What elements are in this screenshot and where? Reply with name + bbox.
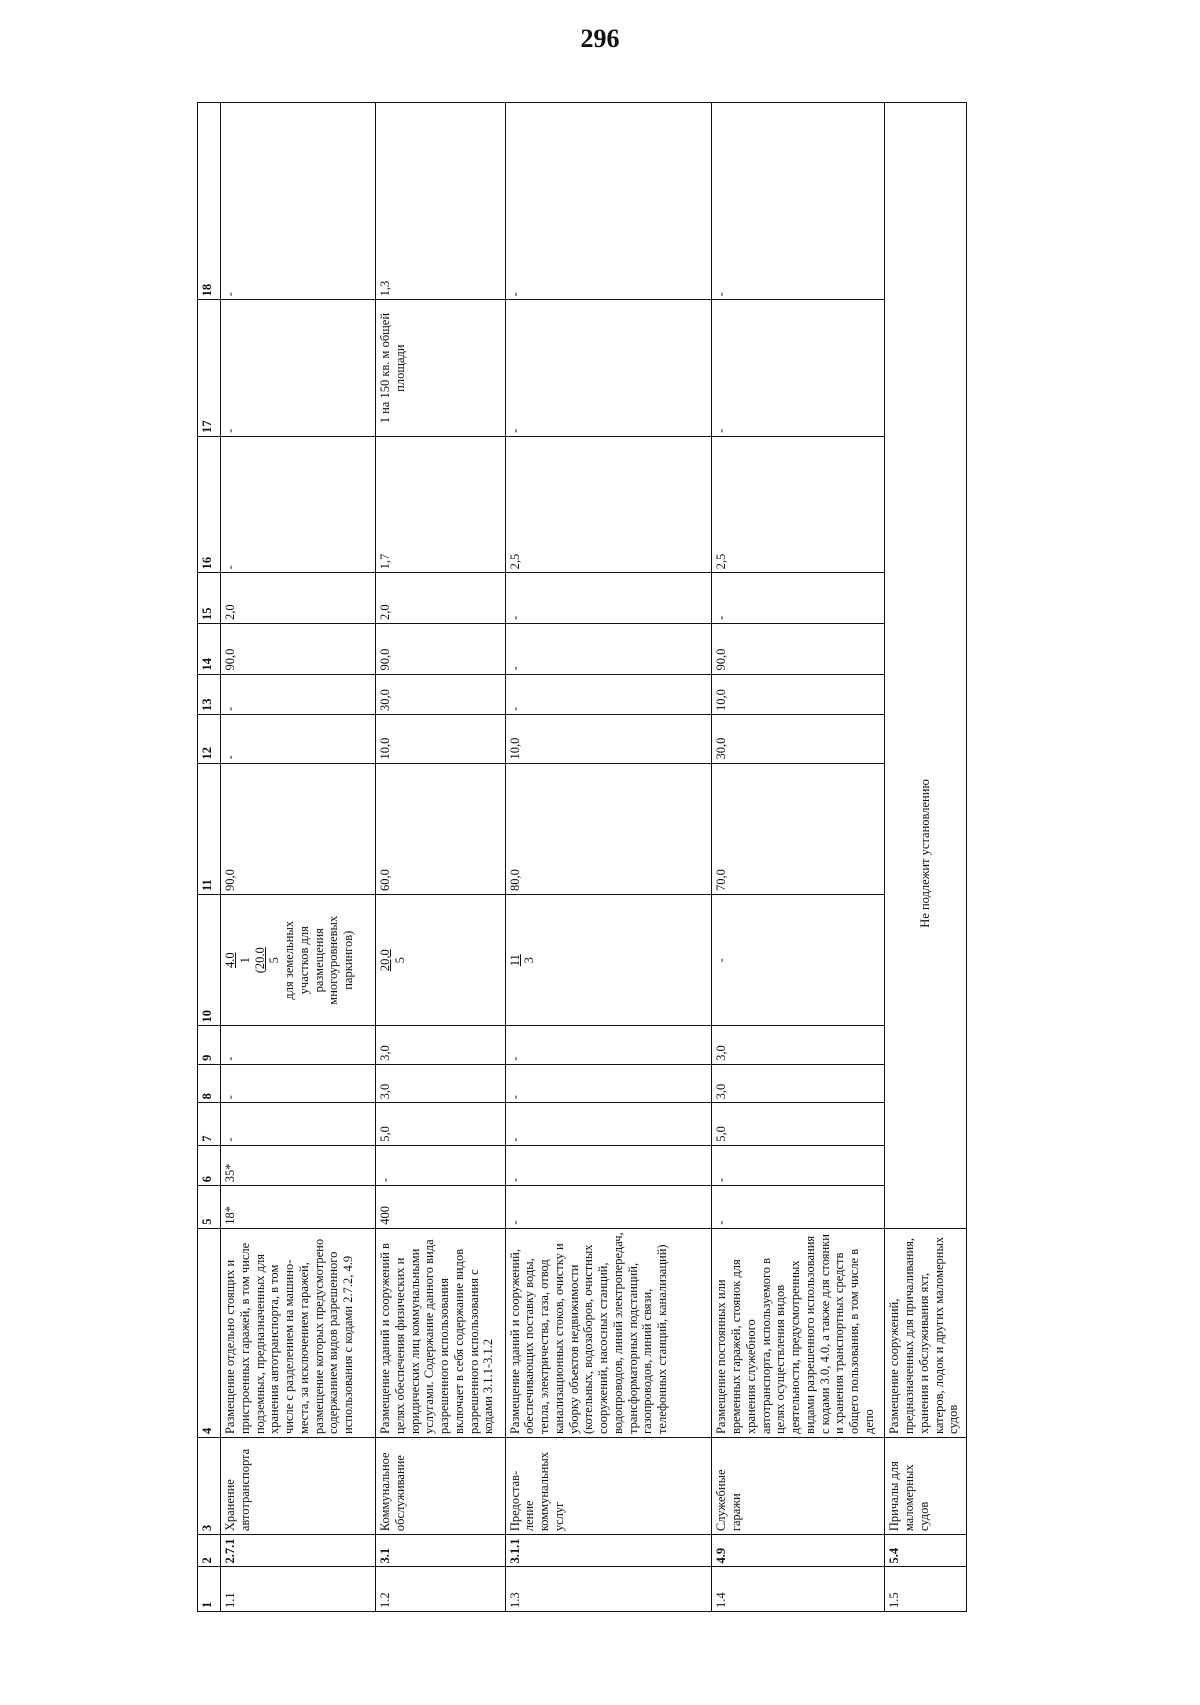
row-number: 1.5	[885, 1567, 967, 1612]
cell-value: 1,7	[376, 436, 505, 573]
cell-value: 90,0	[712, 623, 885, 674]
col-header: 4	[198, 1228, 221, 1437]
use-description: Размещение отдельно стоящих и пристроенных гаражей, в том числе подземных, предназначенных для хранения автотранспорта, в том числе с разделением на машино-места, за исключением гаражей, размещение которых предусмотрено содержанием видов разрешенного использования с кодами 2.7.2, 4.9	[221, 1228, 376, 1437]
col-header: 18	[198, 103, 221, 300]
col-header: 11	[198, 763, 221, 894]
cell-value: 35*	[221, 1145, 376, 1185]
cell-value: 80,0	[505, 763, 712, 894]
cell-value: -	[712, 895, 885, 1026]
cell-value: -	[376, 1145, 505, 1185]
cell-value: 2,0	[221, 573, 376, 624]
col-header: 1	[198, 1567, 221, 1612]
cell-value: 10,0	[505, 714, 712, 763]
col-header: 15	[198, 573, 221, 624]
use-description: Размещение постоянных или временных гаражей, стоянок для хранения служебного автотранспорта, используемого в целях осуществления видов деятельности, предусмотренных видами разрешенного использования с кодами 3.0, 4.0, а также для стоянки и хранения транспортных средств общего пользования, в том числе в депо	[712, 1228, 885, 1437]
row-number: 1.2	[376, 1567, 505, 1612]
cell-value: -	[221, 674, 376, 714]
col-header: 6	[198, 1145, 221, 1185]
use-name: Причалы для маломерных судов	[885, 1438, 967, 1535]
cell-value: -	[221, 103, 376, 300]
col-header: 14	[198, 623, 221, 674]
cell-value: -	[221, 436, 376, 573]
ratio-note: для земельных участков для размещения многоуровневых паркингов)	[282, 915, 355, 1005]
col-header: 10	[198, 895, 221, 1026]
col-header: 16	[198, 436, 221, 573]
table-row	[376, 103, 505, 1612]
cell-value: -	[712, 573, 885, 624]
cell-value: -	[221, 1026, 376, 1064]
cell-value: -	[505, 1026, 712, 1064]
cell-value: -	[712, 103, 885, 300]
ratio-denominator: 5	[267, 957, 282, 964]
use-description: Размещение зданий и сооружений, обеспечивающих поставку воды, тепла, электричества, газа, отвод канализационных стоков, очистку и уборку объектов недвижимости (котельных, водозаборов, очистных сооружений, насосных станций, водопроводов, линий электропередач, трансформаторных подстанций, газопроводов, линий связи, телефонных станций, канализаций)	[505, 1228, 712, 1437]
cell-value: -	[505, 1186, 712, 1228]
not-applicable-note: Не подлежит установлению	[885, 103, 967, 1229]
cell-value: -	[505, 300, 712, 437]
page-number: 296	[580, 24, 620, 53]
cell-value: -	[505, 674, 712, 714]
cell-value: -	[221, 1103, 376, 1145]
cell-value: 2,5	[712, 436, 885, 573]
col-header: 9	[198, 1026, 221, 1064]
cell-value: -	[505, 1064, 712, 1102]
cell-value: 90,0	[376, 623, 505, 674]
use-name: Предостав-ление коммунальных услуг	[505, 1438, 712, 1535]
cell-value: 5,0	[712, 1103, 885, 1145]
cell-value: 18*	[221, 1186, 376, 1228]
cell-value: 3,0	[712, 1064, 885, 1102]
use-code: 3.1	[376, 1535, 505, 1567]
col-header: 5	[198, 1186, 221, 1228]
use-code: 5.4	[885, 1535, 967, 1567]
use-code: 4.9	[712, 1535, 885, 1567]
col-header: 2	[198, 1535, 221, 1567]
row-number: 1.1	[221, 1567, 376, 1612]
cell-value: 5,0	[376, 1103, 505, 1145]
cell-value: -	[221, 1064, 376, 1102]
use-description: Размещение зданий и сооружений в целях обеспечения физических и юридических лиц коммунальными услугами. Содержание данного вида разрешенного использования включает в себя содержание видов разрешенного использования с кодами 3.1.1-3.1.2	[376, 1228, 505, 1437]
ratio-denominator: 3	[522, 957, 537, 964]
cell-value: -	[505, 573, 712, 624]
cell-value: -	[505, 103, 712, 300]
cell-value: 10,0	[376, 714, 505, 763]
ratio-numerator: 20,0	[378, 949, 393, 972]
ratio-numerator: 4.0	[223, 952, 237, 969]
cell-value: 3,0	[376, 1026, 505, 1064]
ratio-numerator: 11	[507, 954, 522, 967]
use-code: 2.7.1	[221, 1535, 376, 1567]
cell-value: -	[221, 300, 376, 437]
cell-value: 90,0	[221, 623, 376, 674]
cell-value: -	[221, 714, 376, 763]
table-row	[221, 103, 376, 1612]
cell-value: 30,0	[712, 714, 885, 763]
rotated-table-container	[197, 102, 967, 1612]
col-header: 17	[198, 300, 221, 437]
cell-value: 90,0	[221, 763, 376, 894]
cell-value: 60,0	[376, 763, 505, 894]
cell-value: 70,0	[712, 763, 885, 894]
cell-value: -	[712, 1145, 885, 1185]
cell-value: -	[712, 1186, 885, 1228]
zoning-table	[197, 102, 967, 1612]
cell-value: -	[712, 300, 885, 437]
ratio-denominator: 1	[237, 957, 252, 964]
cell-value: 1,3	[376, 103, 505, 300]
col-header: 12	[198, 714, 221, 763]
use-description: Размещение сооружений, предназначенных для причаливания, хранения и обслуживания яхт, катеров, лодок и других маломерных судов	[885, 1228, 967, 1437]
col-header: 13	[198, 674, 221, 714]
row-number: 1.4	[712, 1567, 885, 1612]
ratio-cell	[505, 895, 712, 1026]
cell-value: 400	[376, 1186, 505, 1228]
table-row	[885, 103, 967, 1612]
cell-value: -	[505, 1103, 712, 1145]
ratio-cell	[221, 895, 376, 1026]
cell-value: 30,0	[376, 674, 505, 714]
col-header: 7	[198, 1103, 221, 1145]
ratio-denominator: 5	[392, 957, 407, 964]
row-number: 1.3	[505, 1567, 712, 1612]
col-header: 3	[198, 1438, 221, 1535]
cell-value: 1 на 150 кв. м общей площади	[376, 300, 505, 437]
header-row	[198, 103, 221, 1612]
cell-value: -	[505, 1145, 712, 1185]
cell-value: 3,0	[376, 1064, 505, 1102]
table-row	[712, 103, 885, 1612]
cell-value: -	[505, 623, 712, 674]
use-code: 3.1.1	[505, 1535, 712, 1567]
use-name: Коммунальное обслуживание	[376, 1438, 505, 1535]
ratio-cell	[376, 895, 505, 1026]
cell-value: 10,0	[712, 674, 885, 714]
col-header: 8	[198, 1064, 221, 1102]
use-name: Хранение автотранспорта	[221, 1438, 376, 1535]
cell-value: 2,5	[505, 436, 712, 573]
table-row	[505, 103, 712, 1612]
use-name: Служебные гаражи	[712, 1438, 885, 1535]
ratio-numerator: (20.0	[252, 947, 267, 974]
cell-value: 3,0	[712, 1026, 885, 1064]
cell-value: 2,0	[376, 573, 505, 624]
